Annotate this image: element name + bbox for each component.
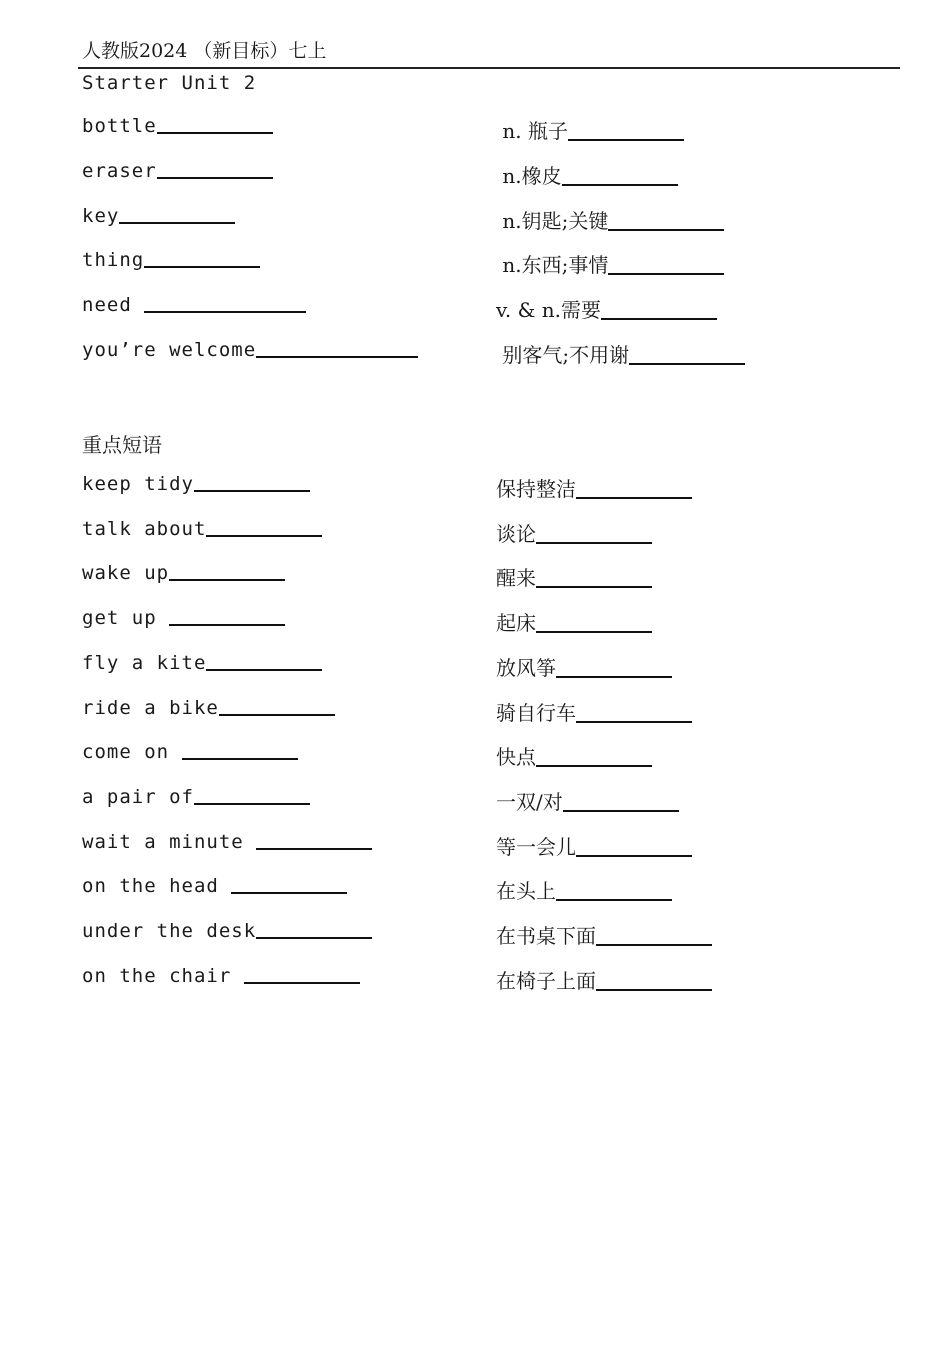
chinese-meaning: v. & n.需要 — [496, 298, 602, 323]
chinese-item — [496, 518, 652, 547]
english-item — [82, 607, 285, 629]
english-term: talk about — [82, 517, 207, 540]
answer-blank[interactable] — [157, 177, 273, 179]
answer-blank[interactable] — [219, 714, 335, 716]
answer-blank[interactable] — [576, 721, 692, 723]
answer-blank[interactable] — [536, 586, 652, 588]
english-term: wake up — [82, 562, 170, 585]
worksheet-row — [0, 339, 950, 369]
english-term: wait a minute — [82, 830, 257, 853]
english-item — [82, 205, 235, 227]
answer-blank[interactable] — [556, 899, 672, 901]
chinese-item — [496, 115, 684, 144]
english-term: key — [82, 204, 120, 227]
answer-blank[interactable] — [169, 624, 285, 626]
answer-blank[interactable] — [576, 497, 692, 499]
answer-blank[interactable] — [144, 311, 306, 313]
chinese-item — [496, 249, 724, 278]
worksheet-row — [0, 294, 950, 324]
chinese-meaning: 快点 — [496, 745, 536, 770]
chinese-meaning: n.橡皮 — [496, 163, 562, 188]
chinese-meaning: 别客气;不用谢 — [496, 343, 630, 367]
answer-blank[interactable] — [629, 363, 745, 365]
english-term: fly a kite — [82, 651, 207, 674]
answer-blank[interactable] — [231, 892, 347, 894]
chinese-item — [496, 339, 745, 368]
worksheet-row — [0, 205, 950, 235]
chinese-item — [496, 741, 652, 770]
answer-blank[interactable] — [608, 229, 724, 231]
chinese-meaning: n.钥匙;关键 — [496, 208, 609, 233]
answer-blank[interactable] — [194, 490, 310, 492]
chinese-item — [496, 831, 692, 860]
english-item — [82, 741, 298, 763]
worksheet-row — [0, 562, 950, 592]
english-item — [82, 562, 285, 584]
worksheet-row — [0, 697, 950, 727]
english-term: need — [82, 294, 145, 317]
answer-blank[interactable] — [194, 803, 310, 805]
chinese-meaning: 一双/对 — [496, 789, 563, 814]
answer-blank[interactable] — [256, 937, 372, 939]
english-item — [82, 786, 310, 808]
worksheet-row — [0, 518, 950, 548]
document-header: 人教版2024 （新目标）七上 — [82, 40, 327, 62]
answer-blank[interactable] — [244, 982, 360, 984]
english-item — [82, 518, 322, 540]
chinese-item — [496, 652, 672, 681]
english-term: a pair of — [82, 785, 194, 808]
worksheet-row — [0, 160, 950, 190]
english-item — [82, 249, 260, 271]
english-item — [82, 473, 310, 495]
english-item — [82, 339, 418, 361]
answer-blank[interactable] — [182, 758, 298, 760]
key-phrases-heading: 重点短语 — [82, 433, 162, 457]
english-item — [82, 160, 273, 182]
answer-blank[interactable] — [256, 356, 418, 358]
chinese-item — [496, 786, 679, 815]
answer-blank[interactable] — [556, 676, 672, 678]
answer-blank[interactable] — [157, 132, 273, 134]
english-term: you’re welcome — [82, 339, 257, 361]
english-term: ride a bike — [82, 696, 219, 719]
answer-blank[interactable] — [206, 669, 322, 671]
unit-title: Starter Unit 2 — [82, 72, 257, 94]
worksheet-row — [0, 741, 950, 771]
chinese-meaning: 起床 — [496, 611, 536, 636]
answer-blank[interactable] — [562, 184, 678, 186]
english-term: on the head — [82, 875, 232, 898]
chinese-item — [496, 607, 652, 636]
english-item — [82, 294, 306, 316]
chinese-meaning: 在书桌下面 — [496, 924, 596, 948]
chinese-item — [496, 562, 652, 591]
chinese-meaning: 骑自行车 — [496, 700, 576, 725]
chinese-meaning: 等一会儿 — [496, 834, 576, 859]
english-item — [82, 965, 360, 987]
chinese-item — [496, 294, 717, 323]
english-item — [82, 875, 347, 897]
chinese-meaning: 保持整洁 — [496, 477, 576, 501]
answer-blank[interactable] — [536, 765, 652, 767]
english-term: under the desk — [82, 920, 257, 942]
answer-blank[interactable] — [536, 631, 652, 633]
worksheet-row — [0, 875, 950, 905]
english-item — [82, 652, 322, 674]
chinese-item — [496, 875, 672, 904]
english-term: thing — [82, 249, 145, 272]
english-item — [82, 920, 372, 942]
chinese-meaning: n. 瓶子 — [496, 119, 568, 143]
chinese-meaning: 放风筝 — [496, 655, 556, 680]
worksheet-row — [0, 652, 950, 682]
answer-blank[interactable] — [536, 542, 652, 544]
worksheet-row — [0, 115, 950, 145]
worksheet-row — [0, 249, 950, 279]
english-term: bottle — [82, 115, 157, 137]
header-divider — [78, 67, 900, 69]
chinese-meaning: 谈论 — [496, 521, 536, 546]
chinese-meaning: 醒来 — [496, 566, 536, 591]
english-term: on the chair — [82, 964, 244, 987]
answer-blank[interactable] — [563, 810, 679, 812]
english-term: keep tidy — [82, 473, 194, 495]
answer-blank[interactable] — [144, 266, 260, 268]
worksheet-row — [0, 965, 950, 995]
answer-blank[interactable] — [576, 855, 692, 857]
chinese-item — [496, 920, 712, 949]
english-item — [82, 115, 273, 137]
chinese-item — [496, 160, 678, 189]
english-term: get up — [82, 607, 170, 630]
worksheet-row — [0, 607, 950, 637]
answer-blank[interactable] — [119, 222, 235, 224]
chinese-meaning: 在头上 — [496, 879, 556, 904]
answer-blank[interactable] — [608, 273, 724, 275]
chinese-meaning: n.东西;事情 — [496, 253, 609, 278]
worksheet-row — [0, 831, 950, 861]
answer-blank[interactable] — [169, 579, 285, 581]
english-item — [82, 697, 335, 719]
worksheet-row — [0, 920, 950, 950]
english-term: come on — [82, 741, 182, 764]
chinese-item — [496, 965, 712, 994]
chinese-item — [496, 697, 692, 726]
worksheet-row — [0, 786, 950, 816]
answer-blank[interactable] — [596, 989, 712, 991]
chinese-item — [496, 205, 724, 234]
english-term: eraser — [82, 159, 157, 182]
answer-blank[interactable] — [568, 139, 684, 141]
english-item — [82, 831, 372, 853]
worksheet-row — [0, 473, 950, 503]
chinese-item — [496, 473, 692, 502]
answer-blank[interactable] — [206, 535, 322, 537]
answer-blank[interactable] — [601, 318, 717, 320]
answer-blank[interactable] — [596, 944, 712, 946]
chinese-meaning: 在椅子上面 — [496, 968, 596, 993]
answer-blank[interactable] — [256, 848, 372, 850]
